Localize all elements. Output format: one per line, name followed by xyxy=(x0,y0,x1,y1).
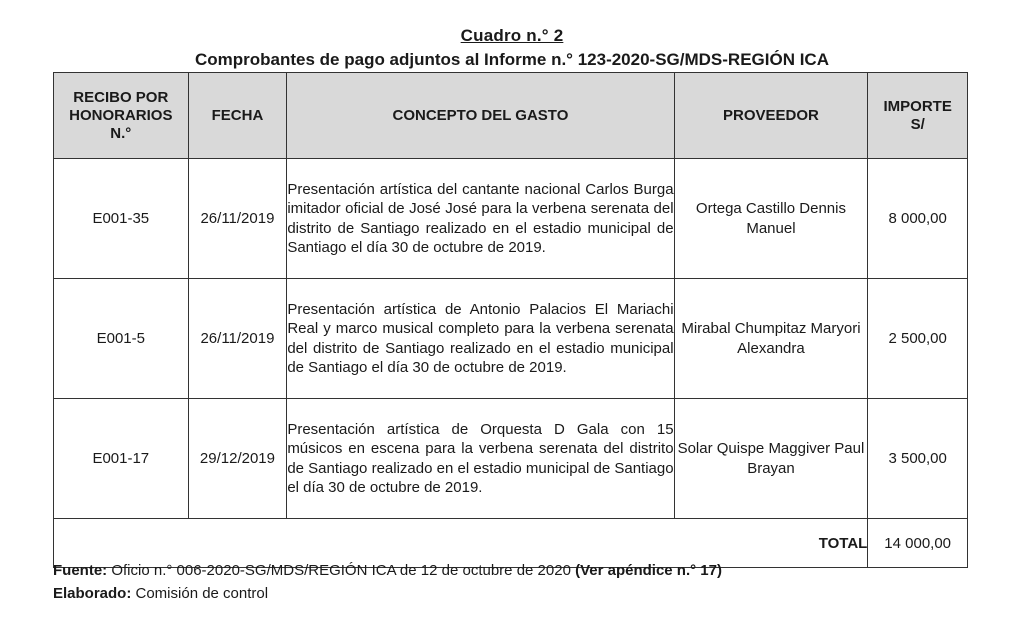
source-note xyxy=(53,562,722,579)
header-recibo-line1: RECIBO POR xyxy=(73,88,169,106)
prepared-by-text: Comisión de control xyxy=(131,585,269,602)
cell-importe: 8 000,00 xyxy=(868,159,968,279)
cell-recibo: E001-35 xyxy=(54,159,189,279)
cell-fecha: 26/11/2019 xyxy=(188,159,287,279)
total-value: 14 000,00 xyxy=(868,519,968,568)
header-recibo xyxy=(54,73,189,159)
header-importe-line1: IMPORTE xyxy=(883,97,952,115)
header-importe xyxy=(868,73,968,159)
table-title: Cuadro n.° 2 xyxy=(460,26,564,45)
cell-importe: 2 500,00 xyxy=(868,279,968,399)
table-row xyxy=(54,159,968,279)
header-recibo-line2: HONORARIOS xyxy=(69,106,173,124)
table-row xyxy=(54,399,968,519)
header-recibo-line3: N.° xyxy=(110,124,132,142)
table-subtitle: Comprobantes de pago adjuntos al Informe n.° 123-2020-SG/MDS-REGIÓN ICA xyxy=(194,50,829,69)
cell-concepto: Presentación artística del cantante nacional Carlos Burga imitador oficial de José José para la verbena serenata del distrito de Santiago realizado en el estadio municipal de Santiago el día 30 de octubre de 2019. xyxy=(287,159,674,279)
cell-fecha: 26/11/2019 xyxy=(188,279,287,399)
table-header-row xyxy=(54,73,968,159)
payment-receipts-table xyxy=(53,72,968,568)
cell-fecha: 29/12/2019 xyxy=(188,399,287,519)
cell-concepto: Presentación artística de Orquesta D Gala con 15 músicos en escena para la verbena serenata del distrito de Santiago realizado en el estadio municipal de Santiago el día 30 de octubre de 2019. xyxy=(287,399,674,519)
header-concepto: CONCEPTO DEL GASTO xyxy=(287,73,674,159)
header-proveedor: PROVEEDOR xyxy=(674,73,868,159)
prepared-by-label: Elaborado: xyxy=(53,585,132,602)
total-label: TOTAL xyxy=(54,519,868,568)
source-label: Fuente: xyxy=(53,562,108,579)
header-fecha: FECHA xyxy=(188,73,287,159)
cell-proveedor: Mirabal Chumpitaz Maryori Alexandra xyxy=(674,279,868,399)
cell-recibo: E001-5 xyxy=(54,279,189,399)
cell-proveedor: Ortega Castillo Dennis Manuel xyxy=(674,159,868,279)
total-row xyxy=(54,519,968,568)
cell-recibo: E001-17 xyxy=(54,399,189,519)
source-reference: (Ver apéndice n.° 17) xyxy=(575,562,722,579)
table-row xyxy=(54,279,968,399)
source-text: Oficio n.° 006-2020-SG/MDS/REGIÓN ICA de 12 de octubre de 2020 xyxy=(107,562,576,579)
header-importe-line2: S/ xyxy=(910,115,925,133)
prepared-by-note xyxy=(53,585,268,602)
cell-importe: 3 500,00 xyxy=(868,399,968,519)
cell-proveedor: Solar Quispe Maggiver Paul Brayan xyxy=(674,399,868,519)
cell-concepto: Presentación artística de Antonio Palacios El Mariachi Real y marco musical completo para la verbena serenata del distrito de Santiago realizado en el estadio municipal de Santiago el día 30 de octubre de 2019. xyxy=(287,279,674,399)
